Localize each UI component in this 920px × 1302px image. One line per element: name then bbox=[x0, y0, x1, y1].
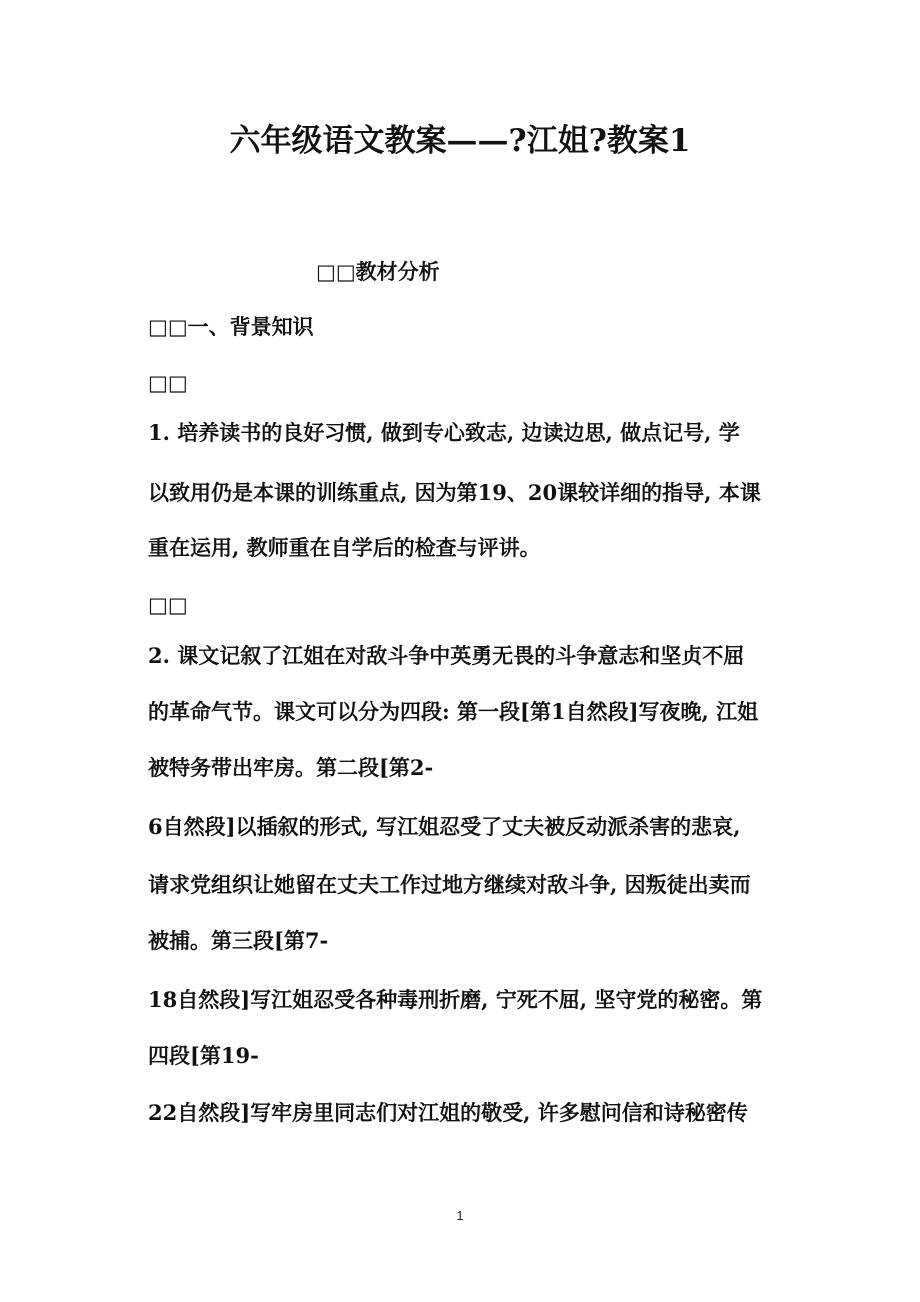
paragraph-1-line: 重在运用, 教师重在自学后的检查与评讲。 bbox=[148, 535, 541, 560]
paragraph-2-line: 的革命气节。课文可以分为四段: 第一段[第1自然段]写夜晚, 江姐 bbox=[148, 699, 759, 724]
document-title: 六年级语文教案——?江姐?教案1 bbox=[229, 123, 691, 159]
paragraph-2-line: 被特务带出牢房。第二段[第2- bbox=[148, 755, 434, 780]
paragraph-1-line: 1. 培养读书的良好习惯, 做到专心致志, 边读边思, 做点记号, 学 bbox=[148, 420, 740, 445]
paragraph-2-line: 6自然段]以插叙的形式, 写江姐忍受了丈夫被反动派杀害的悲哀, bbox=[148, 814, 741, 839]
paragraph-2-line: 请求党组织让她留在丈夫工作过地方继续对敌斗争, 因叛徒出卖而 bbox=[148, 872, 751, 897]
paragraph-2-line: 22自然段]写牢房里同志们对江姐的敬受, 许多慰问信和诗秘密传 bbox=[148, 1100, 748, 1125]
page-number: 1 bbox=[456, 1208, 464, 1223]
placeholder-line: □□ bbox=[148, 592, 188, 617]
placeholder-line: □□ bbox=[148, 370, 188, 395]
paragraph-2-line: 18自然段]写江姐忍受各种毒刑折磨, 宁死不屈, 坚守党的秘密。第 bbox=[148, 987, 763, 1012]
paragraph-1-line: 以致用仍是本课的训练重点, 因为第19、20课较详细的指导, 本课 bbox=[148, 480, 761, 505]
paragraph-2-line: 四段[第19- bbox=[148, 1043, 259, 1068]
section-heading: □□教材分析 bbox=[316, 259, 440, 284]
paragraph-2-line: 被捕。第三段[第7- bbox=[148, 928, 329, 953]
paragraph-2-line: 2. 课文记叙了江姐在对敌斗争中英勇无畏的斗争意志和坚贞不屈 bbox=[148, 643, 745, 668]
subheading-background: □□一、背景知识 bbox=[148, 314, 314, 339]
